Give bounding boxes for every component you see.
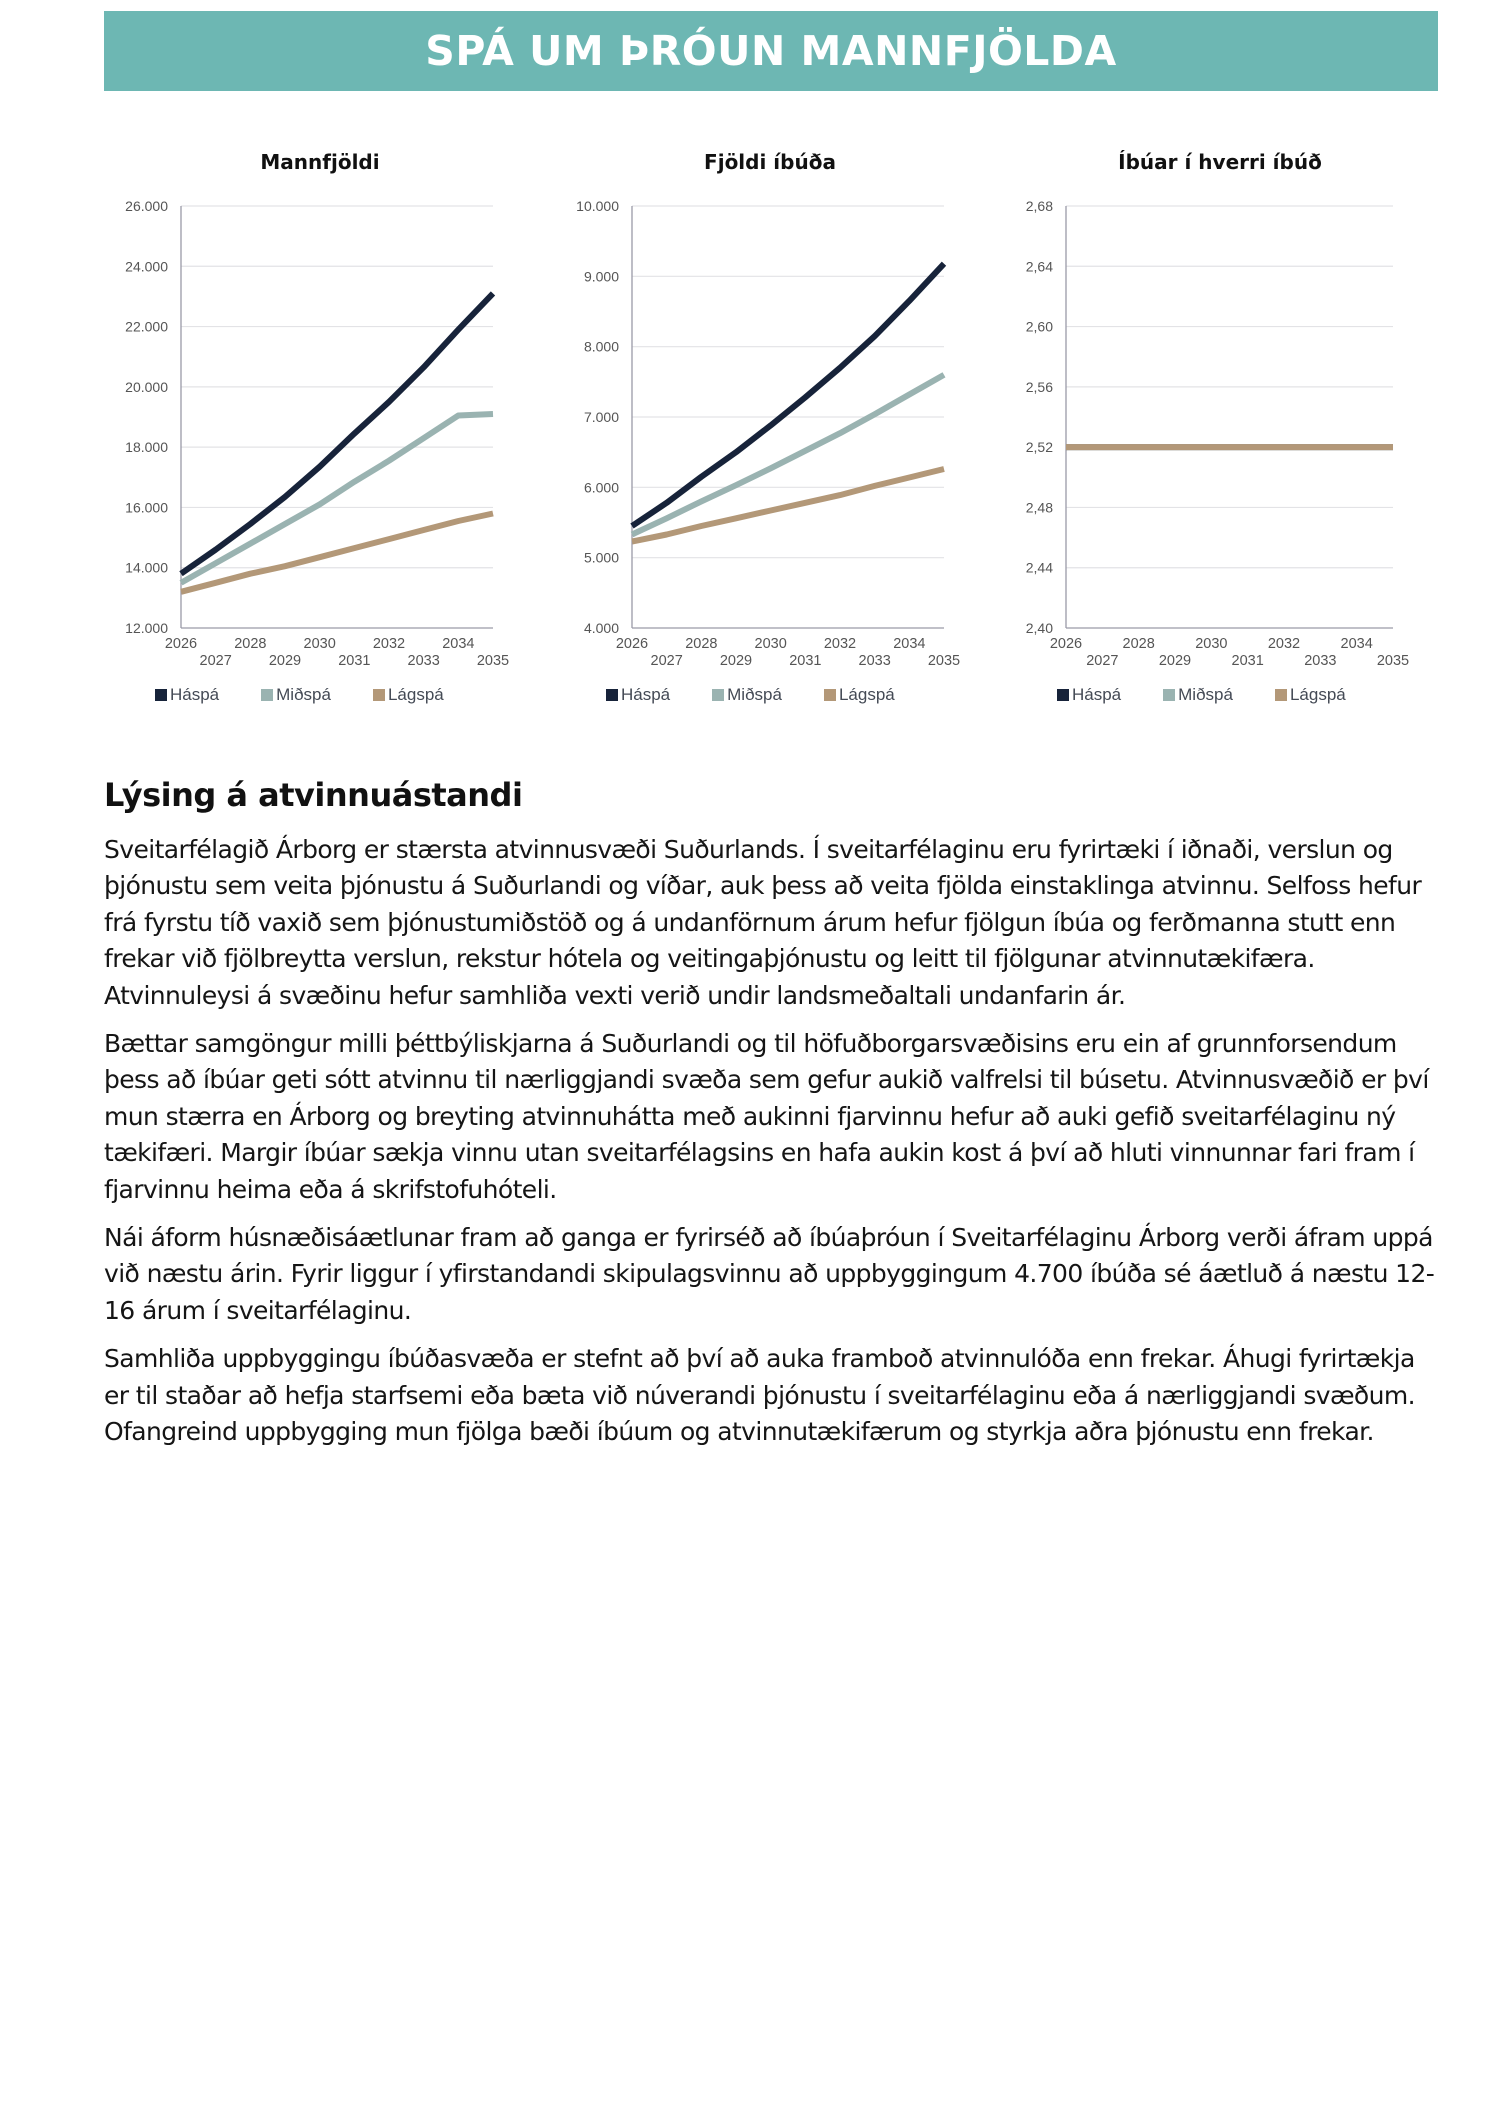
legend-swatch-icon [712,689,724,701]
series-line-háspá [632,264,944,526]
x-tick-label: 2027 [199,653,232,669]
series-line-háspá [181,293,493,573]
legend-item [155,685,219,705]
x-tick-label: 2026 [1049,636,1083,652]
legend-swatch-icon [824,689,836,701]
y-tick-label: 20.000 [125,378,168,395]
legend-label: Lágspá [387,685,444,704]
x-tick-label: 2029 [1158,653,1192,669]
legend-swatch-icon [1275,689,1287,701]
x-tick-label: 2027 [650,653,683,669]
legend-swatch-icon [261,689,273,701]
page-banner [104,11,1438,91]
y-tick-label: 4.000 [583,620,619,636]
x-tick-label: 2034 [442,636,475,652]
y-tick-label: 2,40 [1025,620,1053,636]
chart-legend [606,685,895,705]
legend-label: Miðspá [727,685,782,704]
legend-swatch-icon [606,689,618,701]
y-tick-label: 16.000 [125,499,168,516]
chart-mannfjoldi [100,140,540,720]
chart-legend [1057,685,1346,705]
line-chart-plot [550,140,990,680]
y-tick-label: 2,56 [1025,378,1053,395]
legend-item [712,685,782,705]
x-tick-label: 2035 [476,653,510,669]
body-text [104,832,1444,1463]
x-tick-label: 2035 [1376,653,1410,669]
x-tick-label: 2035 [927,653,961,669]
legend-item [1163,685,1233,705]
x-tick-label: 2032 [1267,636,1301,652]
legend-label: Lágspá [838,685,895,704]
x-tick-label: 2030 [1195,636,1228,652]
y-tick-label: 10.000 [576,198,619,214]
chart-title: Fjöldi íbúða [704,150,836,174]
page-title: SPÁ UM ÞRÓUN MANNFJÖLDA [425,27,1117,75]
paragraph: Samhliða uppbyggingu íbúðasvæða er stefnt að því að auka framboð atvinnulóða enn frekar. Áhugi fyrirtækja er til staðar að hefja starfsemi eða bæta við núverandi þjónustu í sveitarfélaginu eða á nærliggjandi svæðum. Ofangreind uppbygging mun fjölga bæði íbúum og atvinnutækifærum og styrkja aðra þjónustu enn frekar. [104,1344,1415,1447]
x-tick-label: 2026 [164,636,198,652]
series-line-lágspá [181,514,493,592]
x-tick-label: 2030 [754,636,787,652]
x-tick-label: 2027 [1086,653,1119,669]
legend-item [373,685,444,705]
y-tick-label: 9.000 [583,268,619,285]
chart-fjoldi-ibuda [550,140,990,720]
x-tick-label: 2028 [1122,636,1155,652]
y-tick-label: 2,52 [1025,439,1053,456]
x-tick-label: 2034 [893,636,926,652]
y-tick-label: 22.000 [125,318,168,335]
legend-item [1275,685,1346,705]
chart-ibuar-i-hverri-ibud [1000,140,1440,720]
line-chart-plot [100,140,540,680]
x-tick-label: 2029 [268,653,302,669]
y-tick-label: 12.000 [125,620,168,636]
x-tick-label: 2033 [858,653,891,669]
paragraph: Bættar samgöngur milli þéttbýliskjarna á Suðurlandi og til höfuðborgarsvæðisins eru ein af grunnforsendum þess að íbúar geti sótt atvinnu til nærliggjandi svæða sem gefur aukið valfrelsi til búsetu. Atvinnusvæðið er því mun stærra en Árborg og breyting atvinnuhátta með aukinni fjarvinnu hefur að auki gefið sveitarfélaginu ný tækifæri. Margir íbúar sækja vinnu utan sveitarfélagsins en hafa aukin kost á því að hluti vinnunnar fari fram í fjarvinnu heima eða á skrifstofuhóteli. [104,1029,1429,1204]
y-tick-label: 8.000 [583,338,619,355]
y-tick-label: 18.000 [125,439,168,456]
y-tick-label: 2,60 [1025,318,1053,335]
y-tick-label: 2,44 [1025,559,1053,576]
x-tick-label: 2034 [1340,636,1373,652]
x-tick-label: 2033 [407,653,440,669]
paragraph: Sveitarfélagið Árborg er stærsta atvinnusvæði Suðurlands. Í sveitarfélaginu eru fyrirtæki í iðnaði, verslun og þjónustu sem veita þjónustu á Suðurlandi og víðar, auk þess að veita fjölda einstaklinga atvinnu. Selfoss hefur frá fyrstu tíð vaxið sem þjónustumiðstöð og á undanförnum árum hefur fjölgun íbúa og ferðmanna stutt enn frekar við fjölbreytta verslun, rekstur hótela og veitingaþjónustu og leitt til fjölgunar atvinnutækifæra. Atvinnuleysi á svæðinu hefur samhliða vexti verið undir landsmeðaltali undanfarin ár. [104,835,1422,1010]
x-tick-label: 2033 [1304,653,1337,669]
y-tick-label: 2,68 [1025,198,1053,214]
legend-swatch-icon [155,689,167,701]
legend-swatch-icon [1163,689,1175,701]
y-tick-label: 7.000 [583,409,619,425]
x-tick-label: 2031 [1231,653,1264,669]
y-tick-label: 6.000 [583,479,619,496]
chart-title: Íbúar í hverri íbúð [1118,150,1322,174]
y-tick-label: 2,48 [1025,499,1053,516]
series-line-miðspá [632,375,944,535]
legend-label: Miðspá [1178,685,1233,704]
legend-label: Lágspá [1289,685,1346,704]
legend-swatch-icon [1057,689,1069,701]
section-heading: Lýsing á atvinnuástandi [104,776,523,814]
legend-swatch-icon [373,689,385,701]
chart-title: Mannfjöldi [260,150,380,174]
x-tick-label: 2028 [234,636,267,652]
line-chart-plot [1000,140,1440,680]
y-tick-label: 14.000 [125,559,168,576]
paragraph: Nái áform húsnæðisáætlunar fram að ganga er fyrirséð að íbúaþróun í Sveitarfélaginu Árborg verði áfram uppá við næstu árin. Fyrir liggur í yfirstandandi skipulagsvinnu að uppbyggingum 4.700 íbúða sé áætluð á næstu 12-16 árum í sveitarfélaginu. [104,1223,1435,1325]
x-tick-label: 2030 [303,636,336,652]
legend-item [824,685,895,705]
x-tick-label: 2028 [685,636,718,652]
legend-label: Háspá [621,685,671,704]
series-line-miðspá [181,414,493,583]
x-tick-label: 2032 [372,636,406,652]
chart-legend [155,685,444,705]
series-line-lágspá [632,469,944,542]
y-tick-label: 24.000 [125,258,168,275]
x-tick-label: 2031 [789,653,822,669]
legend-item [1057,685,1121,705]
x-tick-label: 2026 [615,636,649,652]
x-tick-label: 2032 [823,636,857,652]
legend-label: Háspá [170,685,220,704]
y-tick-label: 26.000 [125,198,168,214]
x-tick-label: 2029 [719,653,753,669]
x-tick-label: 2031 [338,653,371,669]
legend-label: Háspá [1072,685,1122,704]
legend-label: Miðspá [276,685,331,704]
y-tick-label: 5.000 [583,549,619,566]
y-tick-label: 2,64 [1025,258,1053,275]
legend-item [261,685,331,705]
legend-item [606,685,670,705]
